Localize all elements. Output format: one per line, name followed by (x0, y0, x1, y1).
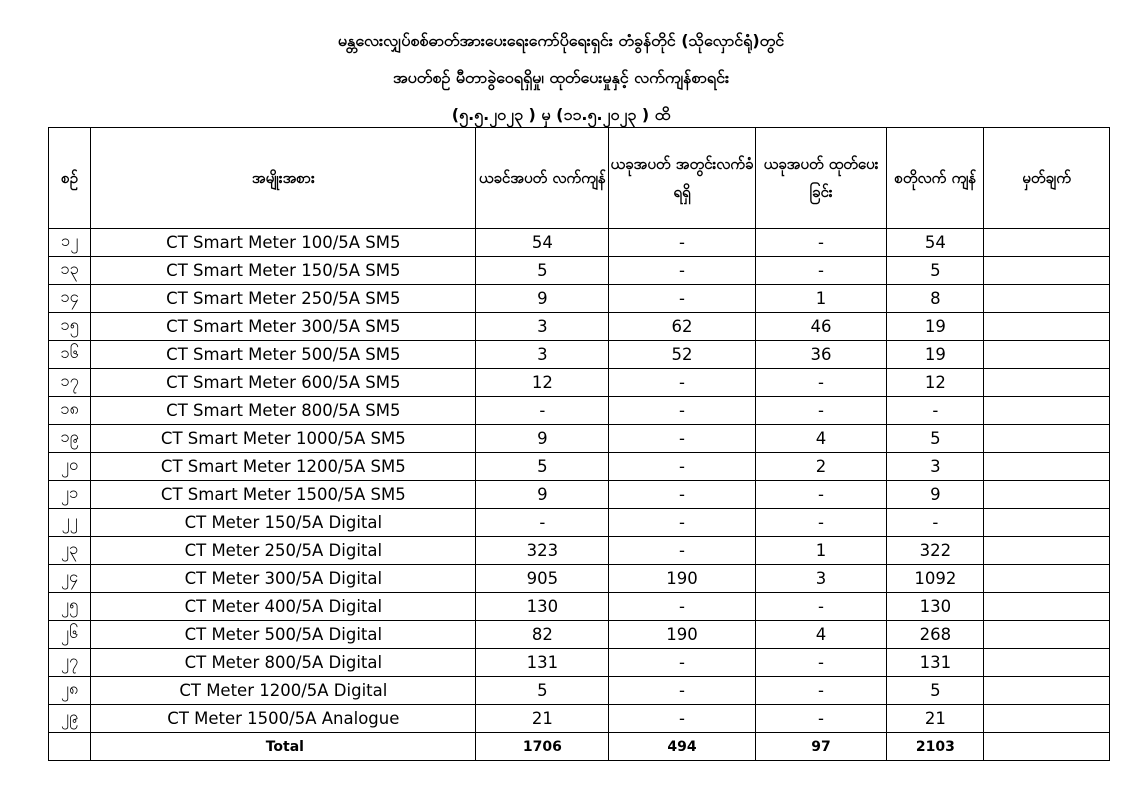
received-cell: - (609, 425, 755, 453)
issued-cell: - (755, 705, 887, 733)
remaining-cell: 19 (887, 341, 984, 369)
received-cell: - (609, 593, 755, 621)
issued-cell: - (755, 593, 887, 621)
item-name-cell: CT Smart Meter 150/5A SM5 (91, 257, 476, 285)
previous-balance-cell: 9 (476, 481, 609, 509)
table-row (49, 705, 1110, 733)
item-name-cell: CT Smart Meter 250/5A SM5 (91, 285, 476, 313)
remarks-cell (984, 649, 1110, 677)
previous-balance-cell: 323 (476, 537, 609, 565)
row-number-cell: ၁၆ (49, 341, 91, 369)
remarks-cell (984, 509, 1110, 537)
header-remarks: မှတ်ချက် (984, 128, 1110, 229)
total-received: 494 (609, 733, 755, 761)
item-name-cell: CT Smart Meter 1000/5A SM5 (91, 425, 476, 453)
table-row (49, 453, 1110, 481)
issued-cell: 3 (755, 565, 887, 593)
total-remaining: 2103 (887, 733, 984, 761)
row-number-cell: ၁၅ (49, 313, 91, 341)
remarks-cell (984, 453, 1110, 481)
remaining-cell: 130 (887, 593, 984, 621)
previous-balance-cell: 905 (476, 565, 609, 593)
remaining-cell: - (887, 397, 984, 425)
item-name-cell: CT Meter 300/5A Digital (91, 565, 476, 593)
remaining-cell: 5 (887, 425, 984, 453)
previous-balance-cell: 54 (476, 229, 609, 257)
remarks-cell (984, 677, 1110, 705)
remaining-cell: 131 (887, 649, 984, 677)
previous-balance-cell: 3 (476, 341, 609, 369)
remarks-cell (984, 397, 1110, 425)
row-number-cell: ၂၁ (49, 481, 91, 509)
remaining-cell: - (887, 509, 984, 537)
table-body (49, 229, 1110, 733)
remarks-cell (984, 341, 1110, 369)
issued-cell: 1 (755, 537, 887, 565)
remaining-cell: 3 (887, 453, 984, 481)
previous-balance-cell: - (476, 397, 609, 425)
header-remaining: စတိုလက် ကျန် (887, 128, 984, 229)
table-row (49, 509, 1110, 537)
item-name-cell: CT Smart Meter 300/5A SM5 (91, 313, 476, 341)
row-number-cell: ၁၂ (49, 229, 91, 257)
row-number-cell: ၂၂ (49, 509, 91, 537)
remarks-cell (984, 229, 1110, 257)
table-row (49, 593, 1110, 621)
previous-balance-cell: 3 (476, 313, 609, 341)
row-number-cell: ၂၅ (49, 593, 91, 621)
remarks-cell (984, 593, 1110, 621)
item-name-cell: CT Smart Meter 800/5A SM5 (91, 397, 476, 425)
issued-cell: 4 (755, 621, 887, 649)
received-cell: - (609, 229, 755, 257)
remarks-cell (984, 425, 1110, 453)
received-cell: 62 (609, 313, 755, 341)
table-row (49, 285, 1110, 313)
row-number-cell: ၂၆ (49, 621, 91, 649)
table-row (49, 481, 1110, 509)
table-row (49, 425, 1110, 453)
issued-cell: - (755, 481, 887, 509)
item-name-cell: CT Smart Meter 1500/5A SM5 (91, 481, 476, 509)
item-name-cell: CT Smart Meter 500/5A SM5 (91, 341, 476, 369)
table-row (49, 621, 1110, 649)
table-row (49, 257, 1110, 285)
item-name-cell: CT Smart Meter 600/5A SM5 (91, 369, 476, 397)
previous-balance-cell: 5 (476, 677, 609, 705)
header-row (49, 128, 1110, 229)
table-row (49, 677, 1110, 705)
previous-balance-cell: 130 (476, 593, 609, 621)
item-name-cell: CT Meter 800/5A Digital (91, 649, 476, 677)
table-row (49, 229, 1110, 257)
table-row (49, 537, 1110, 565)
issued-cell: 4 (755, 425, 887, 453)
item-name-cell: CT Smart Meter 100/5A SM5 (91, 229, 476, 257)
row-number-cell: ၂၉ (49, 705, 91, 733)
row-number-cell: ၂၇ (49, 649, 91, 677)
issued-cell: - (755, 509, 887, 537)
remaining-cell: 268 (887, 621, 984, 649)
row-number-cell: ၁၇ (49, 369, 91, 397)
document-title (0, 22, 1122, 133)
remaining-cell: 54 (887, 229, 984, 257)
received-cell: 190 (609, 565, 755, 593)
remarks-cell (984, 257, 1110, 285)
received-cell: - (609, 285, 755, 313)
header-issued: ယခုအပတ် ထုတ်ပေးခြင်း (755, 128, 887, 229)
row-number-cell: ၁၃ (49, 257, 91, 285)
table-row (49, 397, 1110, 425)
inventory-table (48, 127, 1110, 761)
previous-balance-cell: 82 (476, 621, 609, 649)
remaining-cell: 8 (887, 285, 984, 313)
issued-cell: 2 (755, 453, 887, 481)
received-cell: - (609, 369, 755, 397)
remarks-cell (984, 565, 1110, 593)
item-name-cell: CT Smart Meter 1200/5A SM5 (91, 453, 476, 481)
row-number-cell: ၁၉ (49, 425, 91, 453)
table-row (49, 313, 1110, 341)
issued-cell: - (755, 369, 887, 397)
issued-cell: - (755, 229, 887, 257)
received-cell: - (609, 537, 755, 565)
item-name-cell: CT Meter 1200/5A Digital (91, 677, 476, 705)
title-line-1: မန္တလေးလျှပ်စစ်ဓာတ်အားပေးရေးကော်ပိုရေးရှင်း တံခွန်တိုင် (သိုလှောင်ရုံ)တွင် (337, 31, 785, 50)
total-issued: 97 (755, 733, 887, 761)
previous-balance-cell: 5 (476, 453, 609, 481)
received-cell: - (609, 481, 755, 509)
previous-balance-cell: 5 (476, 257, 609, 285)
received-cell: 52 (609, 341, 755, 369)
total-remarks (984, 733, 1110, 761)
previous-balance-cell: 9 (476, 425, 609, 453)
table-row (49, 369, 1110, 397)
issued-cell: 46 (755, 313, 887, 341)
remarks-cell (984, 369, 1110, 397)
remarks-cell (984, 537, 1110, 565)
remaining-cell: 322 (887, 537, 984, 565)
received-cell: - (609, 257, 755, 285)
remaining-cell: 9 (887, 481, 984, 509)
row-number-cell: ၂၀ (49, 453, 91, 481)
issued-cell: 1 (755, 285, 887, 313)
issued-cell: - (755, 649, 887, 677)
received-cell: - (609, 677, 755, 705)
row-number-cell: ၁၄ (49, 285, 91, 313)
issued-cell: 36 (755, 341, 887, 369)
row-number-cell: ၂၄ (49, 565, 91, 593)
remaining-cell: 21 (887, 705, 984, 733)
received-cell: - (609, 397, 755, 425)
item-name-cell: CT Meter 400/5A Digital (91, 593, 476, 621)
issued-cell: - (755, 397, 887, 425)
received-cell: 190 (609, 621, 755, 649)
received-cell: - (609, 649, 755, 677)
previous-balance-cell: - (476, 509, 609, 537)
item-name-cell: CT Meter 150/5A Digital (91, 509, 476, 537)
previous-balance-cell: 9 (476, 285, 609, 313)
remaining-cell: 5 (887, 257, 984, 285)
issued-cell: - (755, 257, 887, 285)
received-cell: - (609, 705, 755, 733)
received-cell: - (609, 509, 755, 537)
remaining-cell: 19 (887, 313, 984, 341)
remarks-cell (984, 621, 1110, 649)
row-number-cell: ၁၈ (49, 397, 91, 425)
item-name-cell: CT Meter 250/5A Digital (91, 537, 476, 565)
remarks-cell (984, 285, 1110, 313)
title-line-2: အပတ်စဉ် မီတာခွဲဝေရရှိမှု၊ ထုတ်ပေးမှုနှင့် လက်ကျန်စာရင်း (392, 68, 730, 87)
remaining-cell: 12 (887, 369, 984, 397)
previous-balance-cell: 131 (476, 649, 609, 677)
table-row (49, 565, 1110, 593)
total-previous-balance: 1706 (476, 733, 609, 761)
received-cell: - (609, 453, 755, 481)
remaining-cell: 5 (887, 677, 984, 705)
row-number-cell: ၂၈ (49, 677, 91, 705)
remarks-cell (984, 313, 1110, 341)
header-no: စဉ် (49, 128, 91, 229)
row-number-cell: ၂၃ (49, 537, 91, 565)
table-row (49, 649, 1110, 677)
table-row (49, 341, 1110, 369)
header-previous-balance: ယခင်အပတ် လက်ကျန် (476, 128, 609, 229)
total-label: Total (91, 733, 476, 761)
total-no-cell (49, 733, 91, 761)
previous-balance-cell: 21 (476, 705, 609, 733)
total-row (49, 733, 1110, 761)
title-date-range: (၅.၅.၂၀၂၃ ) မှ (၁၁.၅.၂၀၂၃ ) ထိ (451, 105, 671, 124)
item-name-cell: CT Meter 500/5A Digital (91, 621, 476, 649)
previous-balance-cell: 12 (476, 369, 609, 397)
header-received: ယခုအပတ် အတွင်းလက်ခံ ရရှိ (609, 128, 755, 229)
issued-cell: - (755, 677, 887, 705)
remarks-cell (984, 481, 1110, 509)
header-item: အမျိုးအစား (91, 128, 476, 229)
item-name-cell: CT Meter 1500/5A Analogue (91, 705, 476, 733)
remaining-cell: 1092 (887, 565, 984, 593)
remarks-cell (984, 705, 1110, 733)
